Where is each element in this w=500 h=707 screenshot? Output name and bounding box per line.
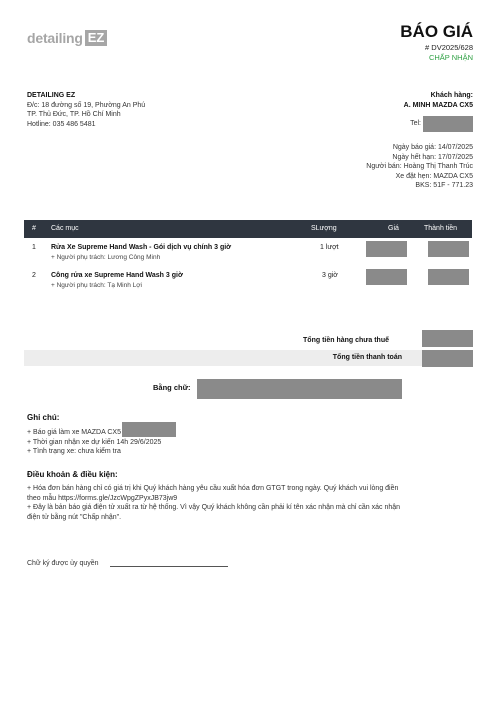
row-qty: 1 lượt	[320, 244, 339, 251]
table-header	[24, 220, 472, 238]
note-text: + Báo giá làm xe MAZDA CX5	[27, 429, 121, 436]
document-number: # DV2025/628	[425, 43, 473, 52]
total-row	[24, 350, 472, 366]
logo-box: EZ	[85, 30, 108, 46]
row-person: + Người phụ trách: Lương Công Minh	[51, 254, 161, 261]
col-no: #	[32, 225, 36, 232]
customer-label: Khách hàng:	[430, 92, 473, 99]
total-redacted	[422, 350, 473, 367]
customer-name: A. MINH MAZDA CX5	[403, 101, 473, 109]
seller: Người bán: Hoàng Thị Thanh Trúc	[366, 163, 473, 170]
row-item-name: Rửa Xe Supreme Hand Wash - Gói dịch vụ chính 3 giờ	[51, 244, 232, 251]
total-label: Tổng tiền thanh toán	[332, 354, 402, 361]
table-row	[24, 269, 472, 293]
col-total: Thành tiền	[424, 225, 458, 232]
subtotal-redacted	[422, 330, 473, 347]
terms-line: + Đây là bản báo giá điện tử xuất ra từ hệ thống. Vì vậy Quý khách không cần phải kí tên xác nhận mà chỉ cần xác nhận	[27, 504, 401, 511]
license-plate: BKS: 51F - 771.23	[415, 182, 473, 189]
terms-line: điện tử bằng nút "Chấp nhận".	[27, 513, 122, 521]
note-item	[27, 428, 176, 438]
logo	[27, 30, 107, 46]
notes-title: Ghi chú:	[27, 413, 60, 422]
note-redacted	[122, 422, 176, 437]
col-price: Giá	[388, 225, 399, 232]
subtotal-label: Tổng tiền hàng chưa thuế	[303, 337, 389, 344]
company-info	[27, 91, 145, 129]
logo-text: detailing	[27, 30, 83, 46]
customer-phone	[404, 116, 473, 132]
signature-label: Chữ ký được ủy quyền	[27, 560, 99, 567]
row-total-redacted	[428, 241, 469, 257]
row-price-redacted	[366, 269, 407, 285]
expiry-date: Ngày hết hạn: 17/07/2025	[392, 153, 473, 161]
customer-info	[404, 91, 473, 132]
notes-list	[27, 428, 176, 457]
company-name: DETAILING EZ	[27, 92, 76, 99]
note-item: + Thời gian nhận xe dự kiến 14h 29/6/2025	[27, 438, 162, 446]
customer-phone-redacted	[423, 116, 473, 132]
row-no: 1	[32, 244, 36, 251]
document-title: BÁO GIÁ	[400, 22, 473, 41]
terms-text	[27, 484, 477, 522]
quote-meta	[366, 143, 473, 191]
row-no: 2	[32, 272, 36, 279]
words-redacted	[197, 379, 402, 399]
row-price-redacted	[366, 241, 407, 257]
words-label: Bằng chữ:	[153, 383, 191, 392]
company-address-line2: TP. Thủ Đức, TP. Hồ Chí Minh	[27, 111, 121, 118]
car-model: Xe đặt hẹn: MAZDA CX5	[395, 172, 473, 180]
status-badge: CHẤP NHẬN	[428, 53, 473, 62]
company-address-line1: Đ/c: 18 đường số 19, Phường An Phú	[27, 101, 146, 109]
company-hotline: Hotline: 035 486 5481	[27, 120, 96, 128]
col-qty: SLượng	[311, 225, 337, 232]
note-item: + Tình trạng xe: chưa kiểm tra	[27, 448, 121, 455]
table-row	[24, 241, 472, 265]
signature-line	[110, 566, 228, 567]
row-person: + Người phụ trách: Tạ Minh Lợi	[51, 282, 142, 289]
quote-date: Ngày báo giá: 14/07/2025	[392, 144, 473, 151]
row-total-redacted	[428, 269, 469, 285]
terms-title: Điều khoản & điều kiện:	[27, 470, 118, 479]
terms-line: + Hóa đơn bán hàng chỉ có giá trị khi Quý khách hàng yêu cầu xuất hóa đơn GTGT trong ngày. Quý khách vui lòng điền	[27, 485, 399, 492]
col-item: Các mục	[51, 225, 79, 232]
terms-line: theo mẫu https://forms.gle/JzcWpgZPyxJB73jw9	[27, 494, 178, 502]
customer-phone-label: Tel:	[410, 120, 421, 128]
row-qty: 3 giờ	[322, 272, 338, 279]
row-item-name: Công rửa xe Supreme Hand Wash 3 giờ	[51, 272, 183, 279]
